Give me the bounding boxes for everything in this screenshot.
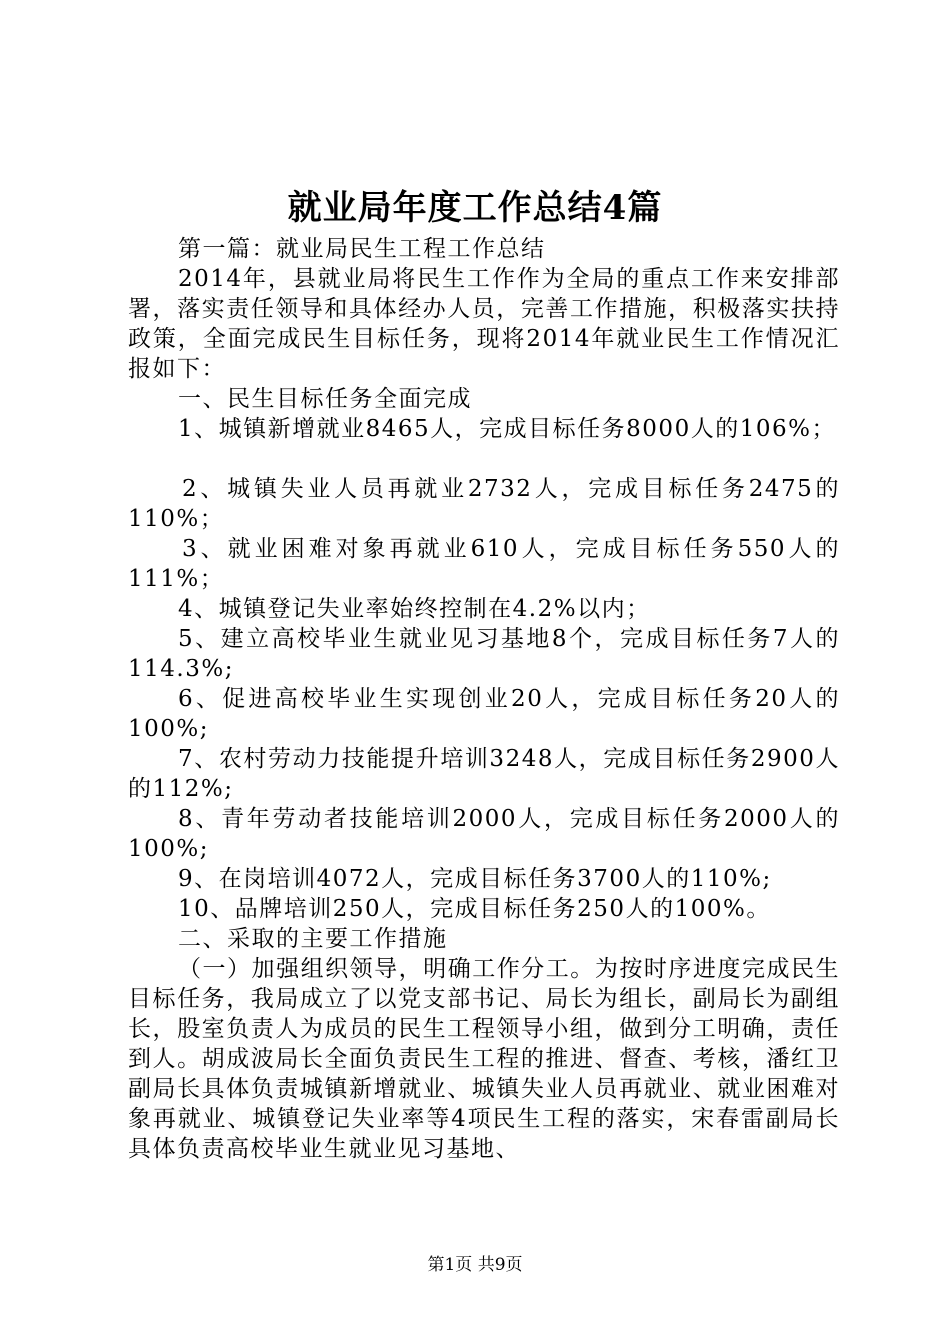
list-item: 3、就业困难对象再就业610人，完成目标任务550人的111%； bbox=[128, 536, 840, 592]
list-item: 2、城镇失业人员再就业2732人，完成目标任务2475的110%； bbox=[128, 476, 840, 532]
document-title: 就业局年度工作总结4篇 bbox=[287, 188, 663, 228]
page-number-footer: 第1页 共9页 bbox=[427, 1255, 523, 1275]
section-heading: 二、采取的主要工作措施 bbox=[178, 926, 448, 952]
list-item: 10、品牌培训250人，完成目标任务250人的100%。 bbox=[178, 896, 771, 922]
list-item: 6、促进高校毕业生实现创业20人，完成目标任务20人的100%; bbox=[128, 686, 840, 742]
body-paragraph: （一）加强组织领导，明确工作分工。为按时序进度完成民生目标任务，我局成立了以党支部书记、局长为组长，副局长为副组长，股室负责人为成员的民生工程领导小组，做到分工明确，责任到人。胡成波局长全面负责民生工程的推进、督查、考核，潘红卫副局长具体负责城镇新增就业、城镇失业人员再就业、就业困难对象再就业、城镇登记失业率等4项民生工程的落实，宋春雷副局长具体负责高校毕业生就业见习基地、 bbox=[128, 956, 840, 1162]
list-item: 1、城镇新增就业8465人，完成目标任务8000人的106%； bbox=[178, 416, 836, 442]
section-heading: 一、民生目标任务全面完成 bbox=[178, 386, 472, 412]
list-item: 7、农村劳动力技能提升培训3248人，完成目标任务2900人的112%; bbox=[128, 746, 840, 802]
body-paragraph: 2014年，县就业局将民生工作作为全局的重点工作来安排部署，落实责任领导和具体经办人员，完善工作措施，积极落实扶持政策，全面完成民生目标任务，现将2014年就业民生工作情况汇报如下： bbox=[128, 266, 840, 382]
list-item: 8、青年劳动者技能培训2000人，完成目标任务2000人的100%; bbox=[128, 806, 840, 862]
document-body bbox=[128, 234, 840, 1164]
list-item: 9、在岗培训4072人，完成目标任务3700人的110%; bbox=[178, 866, 772, 892]
section-heading: 第一篇：就业局民生工程工作总结 bbox=[178, 236, 546, 262]
list-item: 4、城镇登记失业率始终控制在4.2%以内； bbox=[178, 596, 651, 622]
list-item: 5、建立高校毕业生就业见习基地8个，完成目标任务7人的114.3%; bbox=[128, 626, 840, 682]
